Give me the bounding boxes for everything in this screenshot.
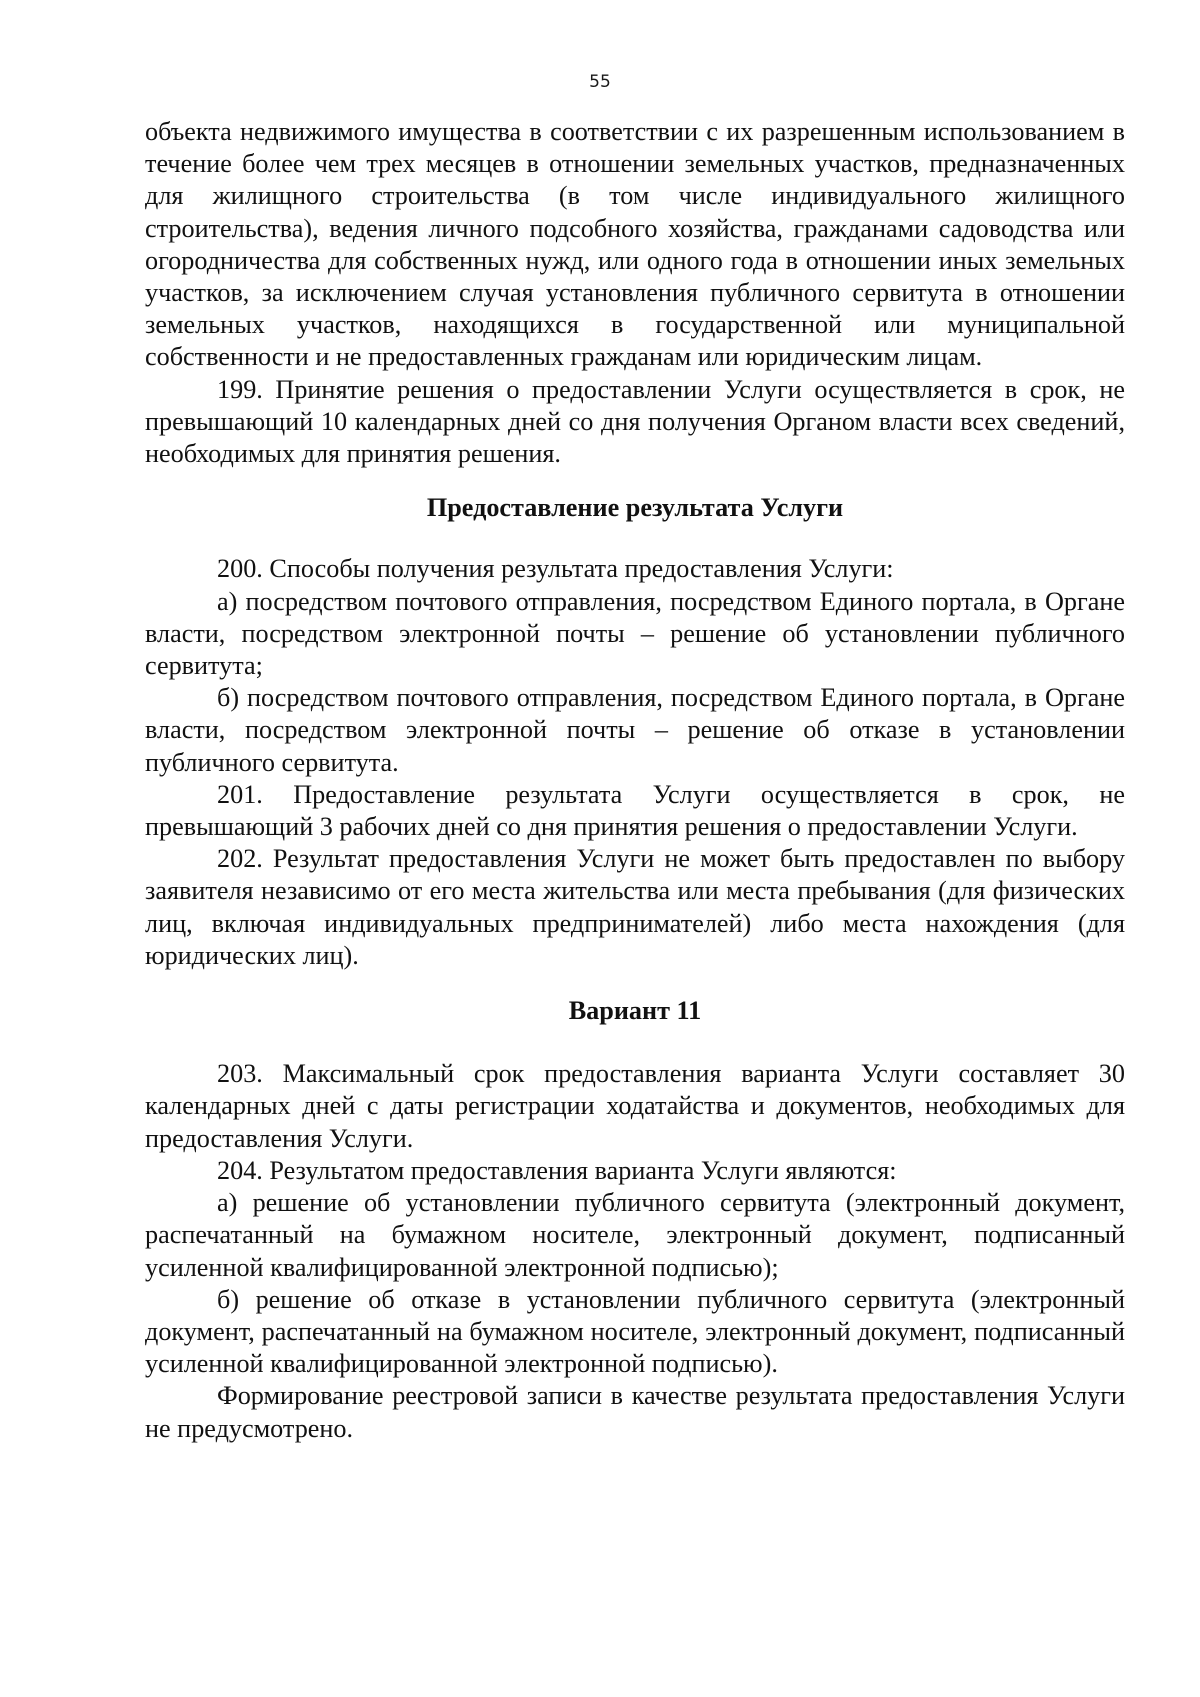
paragraph-201: 201. Предоставление результата Услуги осуществляется в срок, не превышающий 3 рабочих дней со дня принятия решения о предоставлении Услуги.	[145, 779, 1125, 842]
paragraph-200-a: а) посредством почтового отправления, посредством Единого портала, в Органе власти, посредством электронной почты – решение об установлении публичного сервитута;	[145, 586, 1125, 681]
paragraph-202: 202. Результат предоставления Услуги не может быть предоставлен по выбору заявителя независимо от его места жительства или места пребывания (для физических лиц, включая индивидуальных предпринимателей) либо места нахождения (для юридических лиц).	[145, 844, 1125, 970]
paragraph-204-a: а) решение об установлении публичного сервитута (электронный документ, распечатанный на бумажном носителе, электронный документ, подписанный усиленной квалифицированной электронной подписью);	[145, 1188, 1125, 1282]
paragraph-199: 199. Принятие решения о предоставлении Услуги осуществляется в срок, не превышающий 10 календарных дней со дня получения Органом власти всех сведений, необходимых для принятия решения.	[145, 374, 1125, 469]
paragraph-200: 200. Способы получения результата предоставления Услуги:	[217, 554, 894, 584]
paragraph-continuation: объекта недвижимого имущества в соответствии с их разрешенным использованием в течение более чем трех месяцев в отношении земельных участков, предназначенных для жилищного строительства (в том числе индивидуального жилищного строительства), ведения личного подсобного хозяйства, гражданами садоводства или огородничества для собственных нужд, или одного года в отношении иных земельных участков, за исключением случая установления публичного сервитута в отношении земельных участков, находящихся в государственной или муниципальной собственности и не предоставленных гражданам или юридическим лицам.	[145, 117, 1125, 372]
paragraph-204: 204. Результатом предоставления варианта Услуги являются:	[217, 1155, 897, 1185]
section-heading-variant-11: Вариант 11	[568, 996, 702, 1026]
paragraph-204-b: б) решение об отказе в установлении публичного сервитута (электронный документ, распечатанный на бумажном носителе, электронный документ, подписанный усиленной квалифицированной электронной подписью).	[145, 1284, 1125, 1379]
paragraph-registry-note: Формирование реестровой записи в качестве результата предоставления Услуги не предусмотрено.	[145, 1381, 1125, 1443]
section-heading-result: Предоставление результата Услуги	[426, 493, 844, 523]
paragraph-200-b: б) посредством почтового отправления, посредством Единого портала, в Органе власти, посредством электронной почты – решение об отказе в установлении публичного сервитута.	[145, 683, 1125, 777]
document-body	[145, 116, 1125, 1445]
page-number: 55	[589, 72, 611, 92]
paragraph-203: 203. Максимальный срок предоставления варианта Услуги составляет 30 календарных дней с даты регистрации ходатайства и документов, необходимых для предоставления Услуги.	[145, 1059, 1125, 1153]
